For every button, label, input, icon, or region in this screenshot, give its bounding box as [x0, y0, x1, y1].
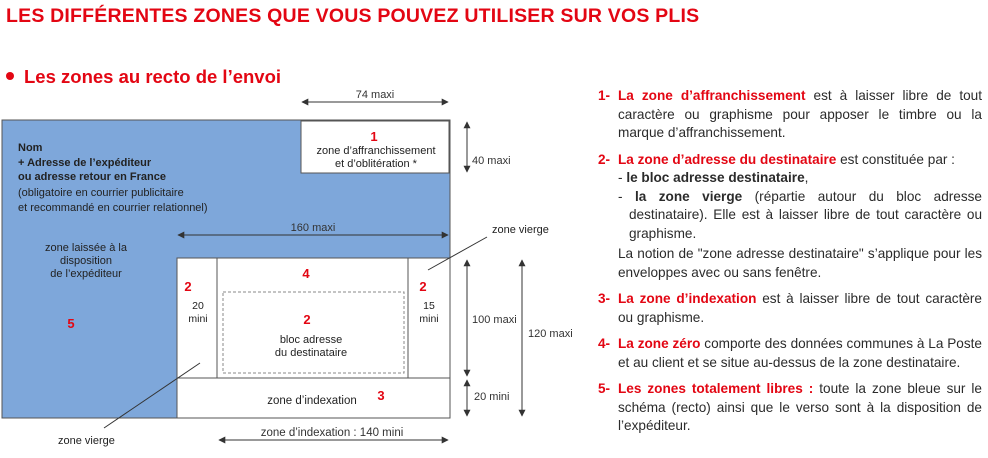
- note-1-heading: La zone d’affranchissement: [618, 88, 806, 103]
- zone-number-1: 1: [370, 129, 378, 144]
- note-2-item-2-bold: la zone vierge: [634, 188, 743, 204]
- note-2-item-1: [618, 169, 982, 188]
- note-4-text: comporte des données communes à La Poste et au client et se situe au-dessus de la zone destinataire.: [618, 336, 982, 370]
- note-2: [598, 151, 982, 283]
- zone-number-4: 4: [302, 266, 310, 281]
- sender-note-1: (obligatoire en courrier publicitaire: [18, 187, 184, 199]
- note-4: [598, 335, 982, 372]
- note-3-number: 3-: [598, 291, 611, 306]
- sender-note-2: et recommandé en courrier relationnel): [18, 202, 208, 214]
- note-1: [598, 87, 982, 143]
- note-2-item-2-dash: -: [618, 188, 635, 204]
- note-2-extra: La notion de "zone adresse destinataire" s’applique pour les enveloppes avec ou sans fenêtre.: [618, 246, 982, 280]
- note-5-text: toute la zone bleue sur le schéma (recto) ainsi que le verso sont à la disposition de l’expéditeur.: [618, 381, 982, 433]
- note-2-item-1-rest: ,: [804, 170, 809, 185]
- note-2-number: 2-: [598, 151, 611, 167]
- zone-number-2-center: 2: [303, 312, 311, 327]
- sender-name: Nom: [18, 142, 43, 154]
- zone-vierge-top-label: zone vierge: [492, 224, 549, 236]
- zone-number-2-left: 2: [184, 279, 192, 294]
- note-2-item-1-dash: -: [618, 170, 627, 185]
- affranchissement-line-1: zone d’affranchissement: [316, 145, 436, 157]
- note-1-text: est à laisser libre de tout caractère ou graphisme pour apposer le timbre ou la marque d’affranchissement.: [618, 88, 983, 140]
- note-2-heading: La zone d’adresse du destinataire: [618, 151, 837, 167]
- dim-100-label: 100 maxi: [472, 314, 517, 326]
- zone-number-2-right: 2: [419, 279, 427, 294]
- note-5: [598, 380, 982, 436]
- left-zone-line-3: de l’expéditeur: [50, 268, 122, 280]
- left-zone-line-1: zone laissée à la: [45, 242, 127, 254]
- note-2-item-2: [618, 188, 982, 244]
- note-1-number: 1-: [598, 88, 611, 103]
- note-2-text: est constituée par :: [836, 151, 955, 167]
- zone-vierge-bottom-label: zone vierge: [58, 435, 115, 447]
- dim-40-label: 40 maxi: [472, 155, 511, 167]
- sender-address-2: ou adresse retour en France: [18, 171, 166, 183]
- page-title: LES DIFFÉRENTES ZONES QUE VOUS POUVEZ UTILISER SUR VOS PLIS: [6, 5, 700, 27]
- note-2-item-1-bold: le bloc adresse destinataire: [626, 170, 805, 185]
- left-margin-unit: mini: [188, 313, 208, 325]
- dim-140-label: zone d’indexation : 140 mini: [260, 427, 404, 439]
- address-block-line-2: du destinataire: [274, 347, 348, 359]
- note-5-heading: Les zones totalement libres :: [618, 381, 814, 396]
- right-margin-value: 15: [423, 300, 435, 312]
- sender-address-1: + Adresse de l’expéditeur: [18, 157, 152, 169]
- dim-160-label: 160 maxi: [290, 222, 336, 234]
- zone-notes: [598, 87, 982, 444]
- left-zone-line-2: disposition: [60, 255, 112, 267]
- right-margin-unit: mini: [419, 313, 439, 325]
- zone-number-5: 5: [67, 316, 75, 331]
- note-4-heading: La zone zéro: [618, 336, 701, 351]
- dim-120-label: 120 maxi: [528, 328, 573, 340]
- zone-number-3: 3: [377, 388, 385, 403]
- note-3: [598, 290, 982, 327]
- subtitle-text: Les zones au recto de l’envoi: [24, 66, 282, 87]
- dim-20-label: 20 mini: [474, 391, 510, 403]
- note-4-number: 4-: [598, 336, 611, 351]
- indexation-label: zone d’indexation: [267, 395, 357, 407]
- note-3-text: est à laisser libre de tout caractère ou graphisme.: [618, 291, 982, 325]
- left-margin-value: 20: [192, 300, 204, 312]
- affranchissement-line-2: et d’oblitération *: [335, 158, 417, 170]
- note-2-item-2-rest: (répartie autour du bloc adresse destinataire). Elle est à laisser libre de tout caractère ou graphisme.: [629, 188, 982, 241]
- address-zone: [177, 258, 450, 378]
- note-3-heading: La zone d’indexation: [618, 291, 757, 306]
- dim-74-label: 74 maxi: [355, 89, 395, 101]
- address-block-line-1: bloc adresse: [279, 334, 343, 346]
- note-5-number: 5-: [598, 381, 611, 396]
